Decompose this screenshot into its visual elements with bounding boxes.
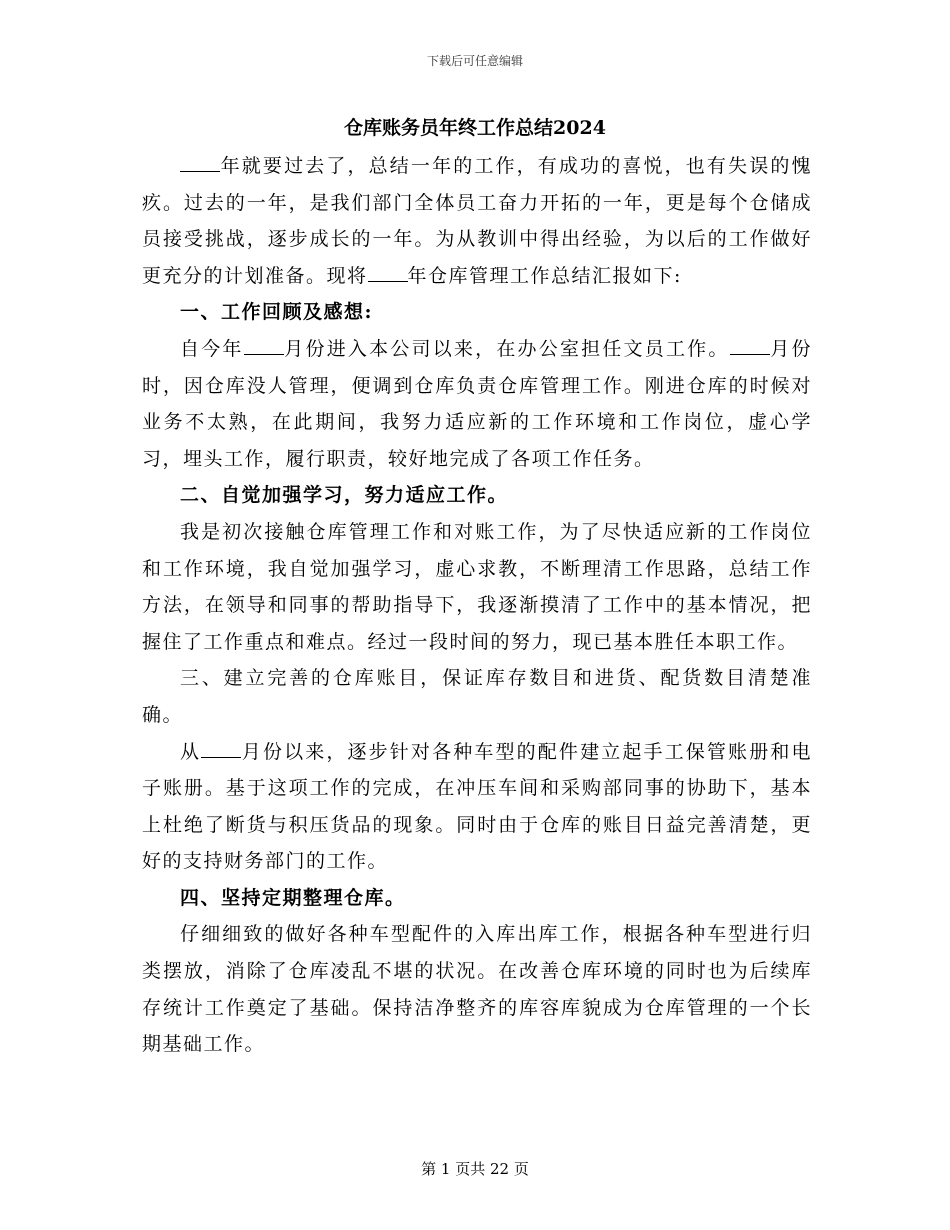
section-paragraph-2: 我是初次接触仓库管理工作和对账工作，为了尽快适应新的工作岗位和工作环境，我自觉加强学习，虚心求教，不断理清工作思路，总结工作方法，在领导和同事的帮助指导下，我逐渐摸清了工作中的基本情况，把握住了工作重点和难点。经过一段时间的努力，现已基本胜任本职工作。 xyxy=(142,520,812,653)
document-title: 仓库账务员年终工作总结2024 xyxy=(344,117,606,139)
year-blank xyxy=(180,170,220,172)
section-paragraph-3: 从 月份以来，逐步针对各种车型的配件建立起手工保管账册和电子账册。基于这项工作的完成，在冲压车间和采购部同事的协助下，基本上杜绝了断货与积压货品的现象。同时由于仓库的账目日益完善清楚，更好的支持财务部门的工作。 xyxy=(142,740,812,873)
section-heading-3: 三、建立完善的仓库账目，保证库存数目和进货、配货数目清楚准确。 xyxy=(142,667,812,726)
document-body xyxy=(142,148,812,1063)
section-heading-4: 四、坚持定期整理仓库。 xyxy=(180,886,406,909)
month-blank xyxy=(244,353,284,355)
header-note: 下载后可任意编辑 xyxy=(426,54,523,68)
section-heading-1: 一、工作回顾及感想: xyxy=(180,301,374,324)
intro-paragraph: 年就要过去了，总结一年的工作，有成功的喜悦，也有失误的愧疚。过去的一年，是我们部门全体员工奋力开拓的一年，更是每个仓储成员接受挑战，逐步成长的一年。为从教训中得出经验，为以后的工作做好更充分的计划准备。现将 年仓库管理工作总结汇报如下: xyxy=(142,155,812,287)
month-blank xyxy=(730,353,770,355)
month-blank xyxy=(201,756,241,758)
section-paragraph-4: 仔细细致的做好各种车型配件的入库出库工作，根据各种车型进行归类摆放，消除了仓库凌乱不堪的状况。在改善仓库环境的同时也为后续库存统计工作奠定了基础。保持洁净整齐的库容库貌成为仓库管理的一个长期基础工作。 xyxy=(142,923,812,1056)
year-blank xyxy=(368,280,408,282)
section-heading-2: 二、自觉加强学习，努力适应工作。 xyxy=(180,484,509,507)
page-footer: 第 1 页共 22 页 xyxy=(421,1160,529,1178)
section-paragraph-1: 自今年 月份进入本公司以来，在办公室担任文员工作。 月份时，因仓库没人管理，便调到仓库负责仓库管理工作。刚进仓库的时候对业务不太熟，在此期间，我努力适应新的工作环境和工作岗位，虚心学习，埋头工作，履行职责，较好地完成了各项工作任务。 xyxy=(142,337,812,470)
